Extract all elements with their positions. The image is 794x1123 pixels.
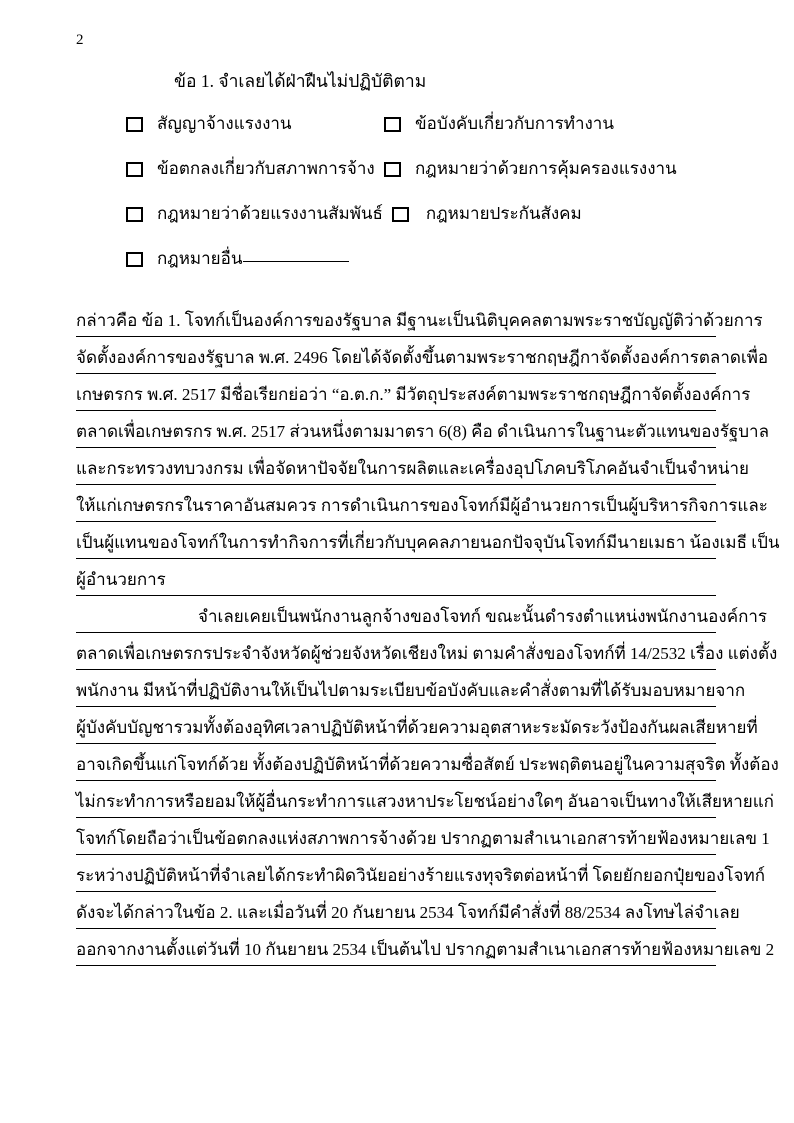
- checkbox-label: กฎหมายว่าด้วยแรงงานสัมพันธ์: [157, 204, 383, 223]
- checkbox-label: กฎหมายว่าด้วยการคุ้มครองแรงงาน: [415, 159, 677, 178]
- body-line: [76, 300, 763, 337]
- checkbox-icon[interactable]: [384, 162, 401, 177]
- body-line: [76, 633, 778, 670]
- body-line-text: จัดตั้งองค์การของรัฐบาล พ.ศ. 2496 โดยได้จัดตั้งขึ้นตามพระราชกฤษฎีกาจัดตั้งองค์การตลาดเพื่อ: [76, 348, 769, 368]
- body-line-text: ผู้อำนวยการ: [76, 570, 166, 590]
- body-line: [76, 522, 780, 559]
- checkbox-label: [157, 248, 349, 271]
- other-law-blank-field[interactable]: [243, 261, 349, 262]
- body-line: [76, 744, 779, 781]
- checkbox-row: [126, 113, 726, 158]
- body-line: [76, 374, 751, 411]
- body-line: [76, 781, 774, 818]
- body-line: [76, 855, 765, 892]
- checkbox-label: สัญญาจ้างแรงงาน: [157, 114, 292, 133]
- checkbox-icon[interactable]: [392, 207, 409, 222]
- body-line: [76, 707, 758, 744]
- checkbox-label: ข้อตกลงเกี่ยวกับสภาพการจ้าง: [157, 159, 375, 178]
- body-line-text: เป็นผู้แทนของโจทก์ในการทำกิจการที่เกี่ยวกับบุคคลภายนอกปัจจุบันโจทก์มีนายเมธา น้องเมธี เป็น: [76, 533, 780, 553]
- body-line-text: ตลาดเพื่อเกษตรกรประจำจังหวัดผู้ช่วยจังหวัดเชียงใหม่ ตามคำสั่งของโจทก์ที่ 14/2532 เรื่อง แต่งตั้ง: [76, 644, 778, 664]
- body-line-text: เกษตรกร พ.ศ. 2517 มีชื่อเรียกย่อว่า “อ.ต.ก.” มีวัตถุประสงค์ตามพระราชกฤษฎีกาจัดตั้งองค์การ: [76, 385, 751, 405]
- body-line: [76, 337, 769, 374]
- body-line-text: อาจเกิดขึ้นแก่โจทก์ด้วย ทั้งต้องปฏิบัติหน้าที่ด้วยความซื่อสัตย์ ประพฤติตนอยู่ในความสุจริต ทั้งต้อง: [76, 755, 779, 775]
- checkbox-icon[interactable]: [384, 117, 401, 132]
- checkbox-icon[interactable]: [126, 117, 143, 132]
- checkbox-option-other-law[interactable]: [126, 248, 384, 271]
- body-line: [76, 559, 716, 596]
- body-line-text: ระหว่างปฏิบัติหน้าที่จำเลยได้กระทำผิดวินัยอย่างร้ายแรงทุจริตต่อหน้าที่ โดยยักยอกปุ๋ยของโจทก์: [76, 866, 765, 886]
- checkbox-icon[interactable]: [126, 252, 143, 267]
- checkbox-row: [126, 248, 726, 293]
- body-line-text: ไม่กระทำการหรือยอมให้ผู้อื่นกระทำการแสวงหาประโยชน์อย่างใดๆ อันอาจเป็นทางให้เสียหายแก่: [76, 792, 774, 812]
- checkbox-icon[interactable]: [126, 162, 143, 177]
- checkbox-row: [126, 158, 726, 203]
- body-line: [76, 448, 750, 485]
- checkbox-option-labour-relations-law[interactable]: [126, 203, 383, 226]
- checkbox-option-social-security-law[interactable]: [392, 203, 582, 226]
- checkbox-option-labour-protection-law[interactable]: [384, 158, 677, 181]
- body-line-text: ดังจะได้กล่าวในข้อ 2. และเมื่อวันที่ 20 กันยายน 2534 โจทก์มีคำสั่งที่ 88/2534 ลงโทษไล่จำเลย: [76, 903, 740, 923]
- checkbox-row: [126, 203, 726, 248]
- body-line: [76, 818, 770, 855]
- checkbox-label: ข้อบังคับเกี่ยวกับการทำงาน: [415, 114, 614, 133]
- checkbox-option-work-rules[interactable]: [384, 113, 614, 136]
- checkbox-label: กฎหมายประกันสังคม: [425, 204, 582, 223]
- page-number: 2: [76, 32, 84, 48]
- checkbox-option-employment-conditions-agreement[interactable]: [126, 158, 384, 181]
- checkbox-option-employment-contract[interactable]: [126, 113, 384, 136]
- body-line-text: พนักงาน มีหน้าที่ปฏิบัติงานให้เป็นไปตามระเบียบข้อบังคับและคำสั่งตามที่ได้รับมอบหมายจาก: [76, 681, 746, 701]
- checkbox-section: [126, 113, 726, 293]
- body-line-text: กล่าวคือ ข้อ 1. โจทก์เป็นองค์การของรัฐบาล มีฐานะเป็นนิติบุคคลตามพระราชบัญญัติว่าด้วยการ: [76, 311, 763, 331]
- body-line: [76, 411, 769, 448]
- body-line-text: ออกจากงานตั้งแต่วันที่ 10 กันยายน 2534 เป็นต้นไป ปรากฏตามสำเนาเอกสารท้ายฟ้องหมายเลข 2: [76, 940, 775, 960]
- body-line: [76, 670, 746, 707]
- checkbox-icon[interactable]: [126, 207, 143, 222]
- body-line-text: และกระทรวงทบวงกรม เพื่อจัดหาปัจจัยในการผลิตและเครื่องอุปโภคบริโภคอันจำเป็นจำหน่าย: [76, 459, 750, 479]
- checkbox-label-text: กฎหมายอื่น: [157, 249, 243, 268]
- body-line-text: โจทก์โดยถือว่าเป็นข้อตกลงแห่งสภาพการจ้างด้วย ปรากฏตามสำเนาเอกสารท้ายฟ้องหมายเลข 1: [76, 829, 770, 849]
- body-line-text: ตลาดเพื่อเกษตรกร พ.ศ. 2517 ส่วนหนึ่งตามมาตรา 6(8) คือ ดำเนินการในฐานะตัวแทนของรัฐบาล: [76, 422, 769, 442]
- body-line: [76, 929, 775, 966]
- body-line: [76, 596, 768, 633]
- body-text: [76, 300, 780, 966]
- body-line-text: ผู้บังคับบัญชารวมทั้งต้องอุทิศเวลาปฏิบัติหน้าที่ด้วยความอุตสาหะระมัดระวังป้องกันผลเสียหายที่: [76, 718, 758, 738]
- body-line-text: ให้แก่เกษตรกรในราคาอันสมควร การดำเนินการของโจทก์มีผู้อำนวยการเป็นผู้บริหารกิจการและ: [76, 496, 768, 516]
- body-line: [76, 485, 768, 522]
- body-line-text: จำเลยเคยเป็นพนักงานลูกจ้างของโจทก์ ขณะนั้นดำรงตำแหน่งพนักงานองค์การ: [198, 607, 768, 627]
- body-line: [76, 892, 740, 929]
- page-heading: ข้อ 1. จำเลยได้ฝ่าฝืนไม่ปฏิบัติตาม: [174, 71, 427, 91]
